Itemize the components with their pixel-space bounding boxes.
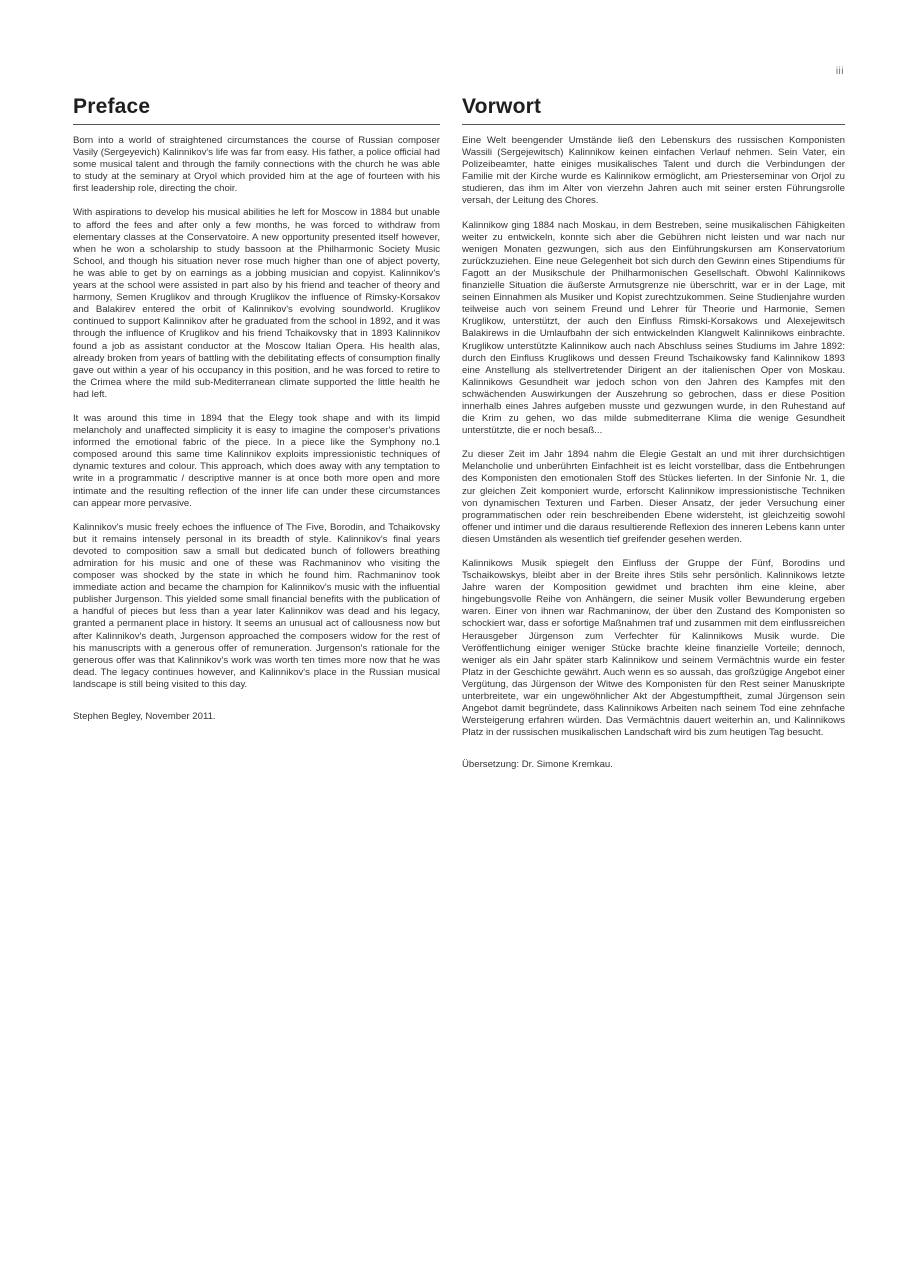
preface-title: Preface bbox=[73, 94, 440, 125]
vorwort-paragraph: Eine Welt beengender Umstände ließ den Lebenskurs des russischen Komponisten Wassili (Sergejewitsch) Kalinnikow keinen einfachen Verlauf nehmen. Sein Vater, ein Polizeibeamter, hatte einiges musikalisches Talent und durch die Verbindungen der Familie mit der Kirche wurde es Kalinnikow ermöglicht, am Priesterseminar von Orjol zu studieren, das ihm im Alter von vierzehn Jahren auch mit seiner ersten Führungsrolle versah, der Leitung des Chores. bbox=[462, 135, 845, 207]
vorwort-column bbox=[462, 94, 845, 772]
vorwort-signature: Übersetzung: Dr. Simone Kremkau. bbox=[462, 759, 613, 771]
vorwort-paragraph: Zu dieser Zeit im Jahr 1894 nahm die Elegie Gestalt an und mit ihrer durchsichtigen Melancholie und unberührten Einfachheit ist es leicht vorstellbar, dass die Entbehrungen des Komponisten den emotionalen Stoff des Stückes lieferten. In der Sinfonie Nr. 1, die zur gleichen Zeit komponiert wurde, erforscht Kalinnikow impressionistische Techniken von dynamischen Texturen und Farben. Dieser Ansatz, der jeder Versuchung einer programmatischen oder rein beschreibenden Ebene widersteht, ist gleichzeitig sowohl offener und intimer und die daraus resultierende Reflexion des inneren Lebens kann unter diesen Umständen als wesentlich tief greifender gesehen werden. bbox=[462, 449, 845, 545]
vorwort-title: Vorwort bbox=[462, 94, 845, 125]
preface-paragraph: Born into a world of straightened circumstances the course of Russian composer Vasily (Sergeyevich) Kalinnikov's life was far from easy. His father, a police official had some musical talent and through the family connections with the church he was able to study at the seminary at Oryol which provided him at the age of fourteen with his first leadership role, directing the choir. bbox=[73, 135, 440, 195]
vorwort-body bbox=[462, 135, 845, 772]
preface-column bbox=[73, 94, 440, 723]
page-number: iii bbox=[835, 66, 844, 77]
vorwort-paragraph: Kalinnikow ging 1884 nach Moskau, in dem Bestreben, seine musikalischen Fähigkeiten weiter zu entwickeln, konnte sich aber die Gebühren nicht leisten und war nach nur wenigen Monaten gezwungen, sich aus den Einführungskursen am Konservatorium zurückzuziehen. Eine neue Gelegenheit bot sich durch den Gewinn eines Stipendiums für Fagott an der Musikschule der Philharmonischen Gesellschaft. Obwohl Kalinnikows finanzielle Situation die äußerste Armutsgrenze nie überschritt, war er in der Lage, mit seinen Einnahmen als Musiker und Kopist zurechtzukommen. Seine Studienjahre wurden teilweise auch von seinem Freund und Lehrer für Theorie und Harmonie, Semen Kruglikow, unterstützt, der auch den Einfluss Rimski-Korsakows und Alexejewitsch Balakirews in die Umlaufbahn der sich entwickelnden Klangwelt Kalinnikows einbrachte. Kruglikow unterstützte Kalinnikow auch nach Abschluss seines Studiums im Jahre 1892: durch den Einfluss Kruglikows und dessen Freund Tschaikowsky fand Kalinnikow 1893 eine Anstellung als stellvertretender Dirigent an der italienischen Oper von Moskau. Kalinnikows Gesundheit war jedoch schon von den Jahren des Kampfes mit den schwächenden Auswirkungen der Auszehrung so gebrochen, dass er diese Position innerhalb eines Jahres aufgeben musste und gezwungen wurde, in den Ruhestand auf die Krim zu gehen, wo das milde submediterrane Klima die wenige Gesundheit unterstützte, die er noch besaß... bbox=[462, 219, 845, 437]
preface-signature: Stephen Begley, November 2011. bbox=[73, 711, 216, 723]
preface-body bbox=[73, 135, 440, 723]
vorwort-paragraph: Kalinnikows Musik spiegelt den Einfluss der Gruppe der Fünf, Borodins und Tschaikowskys, bleibt aber in der Breite ihres Stils sehr persönlich. Kalinnikows letzte Jahre waren der Komposition gewidmet und brachten ihm eine kleine, aber hingebungsvolle Reihe von Anhängern, die seiner Musik voller Bewunderung ergeben waren. Einer von ihnen war Rachmaninow, der über den Zustand des Komponisten so schockiert war, dass er sofortige Maßnahmen traf und zusammen mit dem einflussreichen Herausgeber Jürgenson zum Verfechter für Kalinnikows Musik wurde. Die Veröffentlichung einiger weniger Stücke brachte kleine finanzielle Vorteile; dennoch, weniger als ein Jahr später starb Kalinnikow und seinem Vermächtnis wurde ein fester Platz in der Geschichte gewährt. Auch wenn es so aussah, das großzügige Angebot einer Vergütung, das Jürgenson der Witwe des Komponisten für den Rest seiner Manuskripte unterbreitete, war ein ungewöhnlicher Akt der Abgestumpftheit, zumal Jürgenson sein Angebot damit begründete, dass Kalinnikows Arbeiten nach seinem Tod eine zehnfache Wersteigerung erfahren würden. Das Vermächtnis dauert weiterhin an, und Kalinnikows Platz in der russischen musikalischen Landschaft wird bis zum heutigen Tag besucht. bbox=[462, 558, 845, 739]
preface-paragraph: Kalinnikov's music freely echoes the influence of The Five, Borodin, and Tchaikovsky but it remains intensely personal in its breadth of style. Kalinnikov's final years devoted to composition saw a small but dedicated bunch of followers breathing admiration for his music and one of these was Rachmaninov who visiting the composer was shocked by the state in which he found him. Rachmaninov took immediate action and became the champion for Kalinnikov's music with the influential publisher Jurgenson. This yielded some small financial benefits with the publication of a handful of pieces but less than a year later Kalinnikov was dead and his legacy, granted a permanent place in history. It seems an unusual act of callousness now but after Kalinnikov's death, Jurgenson approached the composers widow for the rest of his manuscripts with a generous offer of remuneration. Jurgenson's rationale for the generous offer was that Kalinnikov's work was worth ten times more now that he was dead. The legacy continues however, and Kalinnikov's place in the Russian musical landscape is still being visited to this day. bbox=[73, 521, 440, 690]
preface-paragraph: It was around this time in 1894 that the Elegy took shape and with its limpid melancholy and unaffected simplicity it is easy to imagine the composer's privations informed the emotional fabric of the piece. In a piece like the Symphony no.1 composed around this same time Kalinnikov exploits impressionistic techniques of dynamic textures and colour. This approach, which does away with any temptation to write in a programmatic / descriptive manner is at once both more open and more intimate and the resulting reflection of the inner life can under these circumstances can appear more pervasive. bbox=[73, 412, 440, 509]
preface-paragraph: With aspirations to develop his musical abilities he left for Moscow in 1884 but unable to afford the fees and after only a few months, he was forced to withdraw from elementary classes at the Conservatoire. A new opportunity presented itself however, when he won a scholarship to study bassoon at the Philharmonic Society Music School, and though his situation never rose much higher than one of abject poverty, he was able to get by on earnings as a jobbing musician and copyist. Kalinnikov's years at the school were assisted in part also by his friend and teacher of theory and harmony, Semen Kruglikov and through Kruglikov the influence of Rimsky-Korsakov and Balakirev entered the orbit of Kalinnikov's evolving soundworld. Kruglikov continued to support Kalinnikov after he graduated from the school in 1892, and it was through the influence of Kruglikov and his friend Tchaikovsky that in 1893 Kalinnikov found a job as assistant conductor at the Moscow Italian Opera. His health alas, already broken from years of battling with the debilitating effects of consumption finally gave out within a year of his occupancy in this position, and he was forced to retire to the Crimea where the mild sub-Mediterranean climate supported the little health he had left. bbox=[73, 207, 440, 400]
